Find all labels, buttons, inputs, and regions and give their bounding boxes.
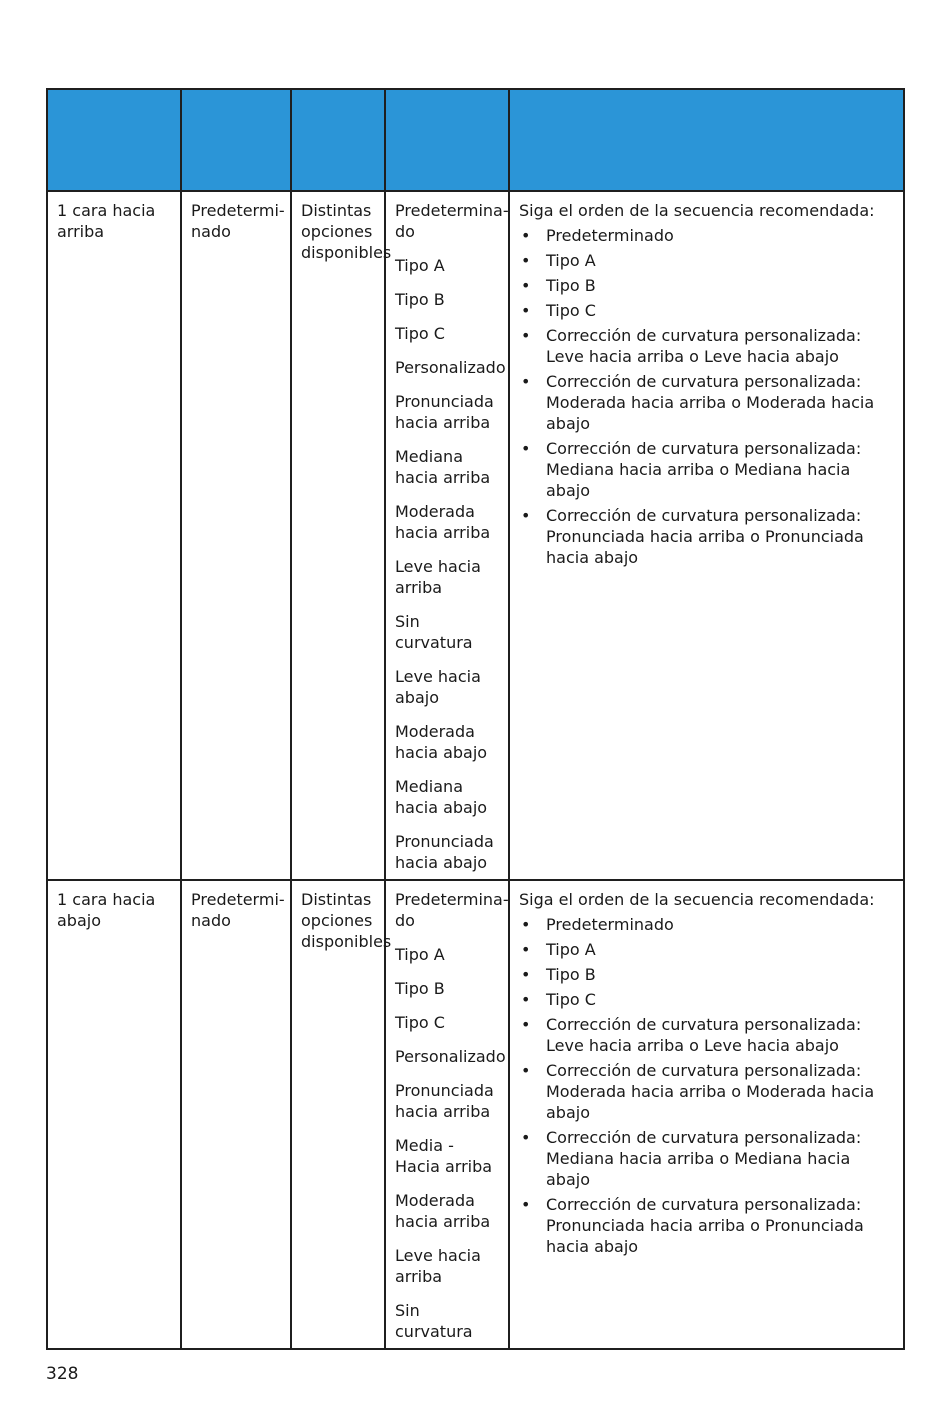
sequence-cell xyxy=(509,191,904,880)
orientation-cell: 1 cara hacia arriba xyxy=(47,191,181,880)
sequence-item: • Corrección de curvatura personalizada: Pronunciada hacia arriba o Pronunciada hacia abajo xyxy=(519,1194,894,1257)
option-item: Tipo B xyxy=(395,979,445,998)
sequence-item: • Tipo A xyxy=(519,250,894,271)
option-item: Tipo A xyxy=(395,256,445,275)
default-cell: Predetermi-nado xyxy=(181,880,291,1349)
option-item: Pronunciada hacia abajo xyxy=(395,832,494,872)
sequence-item: • Tipo B xyxy=(519,275,894,296)
option-item: Predetermina-do xyxy=(395,201,509,241)
header-cell xyxy=(385,89,509,191)
sequence-item: • Corrección de curvatura personalizada: Moderada hacia arriba o Moderada hacia abajo xyxy=(519,371,894,434)
option-item: Pronunciada hacia arriba xyxy=(395,1081,494,1121)
option-item: Media - Hacia arriba xyxy=(395,1136,493,1176)
header-cell xyxy=(181,89,291,191)
sequence-intro: Siga el orden de la secuencia recomendada: xyxy=(519,201,875,220)
default-cell: Predetermi-nado xyxy=(181,191,291,880)
options-cell xyxy=(385,191,509,880)
options-cell xyxy=(385,880,509,1349)
table-header-row xyxy=(47,89,904,191)
sequence-item: • Corrección de curvatura personalizada: Mediana hacia arriba o Mediana hacia abajo xyxy=(519,1127,894,1190)
sequence-item: • Tipo B xyxy=(519,964,894,985)
page-number: 328 xyxy=(46,1364,79,1384)
sequence-item: • Corrección de curvatura personalizada: Leve hacia arriba o Leve hacia abajo xyxy=(519,325,894,367)
option-item: Tipo C xyxy=(395,1013,445,1032)
header-cell xyxy=(291,89,385,191)
option-item: Leve hacia arriba xyxy=(395,557,481,597)
table-row xyxy=(47,880,904,1349)
sequence-item: • Tipo A xyxy=(519,939,894,960)
sequence-item: • Corrección de curvatura personalizada: Leve hacia arriba o Leve hacia abajo xyxy=(519,1014,894,1056)
option-item: Sin curvatura xyxy=(395,612,473,652)
option-item: Tipo B xyxy=(395,290,445,309)
header-cell xyxy=(509,89,904,191)
option-item: Predetermina-do xyxy=(395,890,509,930)
option-item: Tipo A xyxy=(395,945,445,964)
sequence-item: • Corrección de curvatura personalizada: Mediana hacia arriba o Mediana hacia abajo xyxy=(519,438,894,501)
option-item: Leve hacia arriba xyxy=(395,1246,481,1286)
sequence-list xyxy=(519,914,894,1257)
sequence-item: • Corrección de curvatura personalizada: Pronunciada hacia arriba o Pronunciada hacia abajo xyxy=(519,505,894,568)
orientation-cell: 1 cara hacia abajo xyxy=(47,880,181,1349)
option-item: Moderada hacia arriba xyxy=(395,502,491,542)
availability-cell: Distintas opciones disponibles xyxy=(291,191,385,880)
option-item: Personalizado xyxy=(395,358,506,377)
option-item: Tipo C xyxy=(395,324,445,343)
sequence-item: • Predeterminado xyxy=(519,225,894,246)
curl-settings-table xyxy=(46,88,905,1350)
sequence-item: • Tipo C xyxy=(519,300,894,321)
option-item: Moderada hacia abajo xyxy=(395,722,488,762)
option-item: Moderada hacia arriba xyxy=(395,1191,491,1231)
sequence-intro: Siga el orden de la secuencia recomendada: xyxy=(519,890,875,909)
header-cell xyxy=(47,89,181,191)
sequence-item: • Corrección de curvatura personalizada: Moderada hacia arriba o Moderada hacia abajo xyxy=(519,1060,894,1123)
option-item: Sin curvatura xyxy=(395,1301,473,1341)
sequence-cell xyxy=(509,880,904,1349)
option-item: Mediana hacia abajo xyxy=(395,777,488,817)
sequence-item: • Tipo C xyxy=(519,989,894,1010)
option-item: Pronunciada hacia arriba xyxy=(395,392,494,432)
option-item: Mediana hacia arriba xyxy=(395,447,491,487)
sequence-list xyxy=(519,225,894,568)
option-item: Personalizado xyxy=(395,1047,506,1066)
option-item: Leve hacia abajo xyxy=(395,667,481,707)
sequence-item: • Predeterminado xyxy=(519,914,894,935)
table-row xyxy=(47,191,904,880)
availability-cell: Distintas opciones disponibles xyxy=(291,880,385,1349)
